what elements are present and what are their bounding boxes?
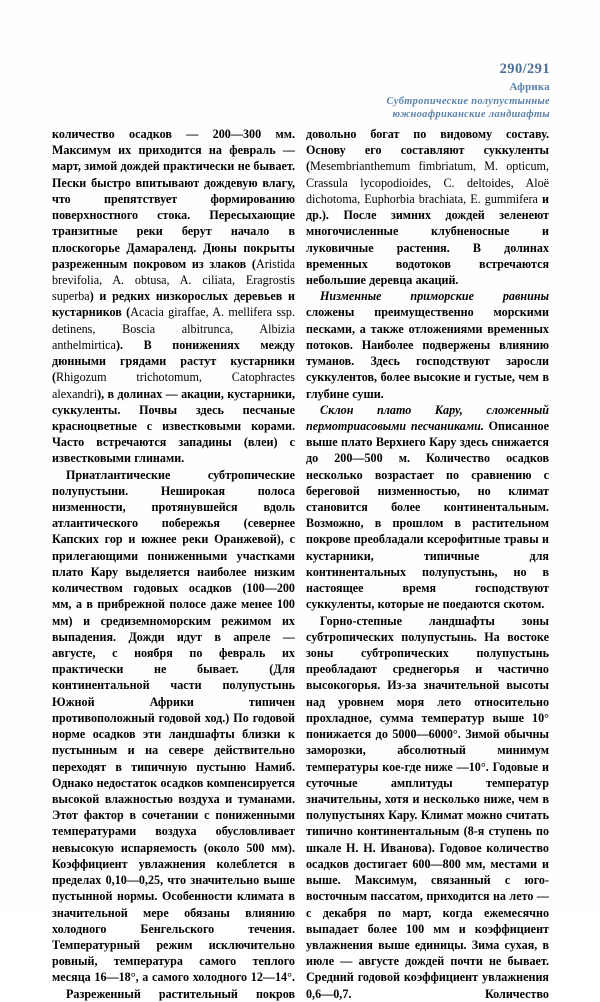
para-text-run: количество осадков — 200—300 мм. Максимум их приходится на февраль — март, зимой дождей практически не бывает. Пески быстро впитывают дождевую влагу, что препятствует формированию поверхностного стока. Пересыхающие транзитные реки берут начало в плоскогорье Дамараленд. Дюны покрыты разреженным покровом из злаков ( xyxy=(52,127,295,271)
para-text-run: довольно богат по видовому составу. Основу его составляют суккуленты ( xyxy=(306,127,549,174)
body-columns xyxy=(52,126,550,1001)
para-text-run: На востоке зоны субтропических полупустынь преобладают среднегорья и частично высокогорья. Из-за значительной высоты над уровнем моря лето относительно прохладное, сумма температур выше 10° понижается до 5000—6000°. Зимой обычны заморозки, абсолютный минимум температуры кое-где ниже —10°. Годовые и суточные амплитуды температур значительны, хотя и несколько ниже, чем в полупустынях Кару. Климат можно считать типично континентальным (8-я ступень по шкале Н. Н. Иванова). Годовое количество осадков достигает 600—800 мм, местами и выше. Максимум, связанный с юго-восточным пассатом, приходится на лето — с декабря по март, когда ежемесячно выпадает более 100 мм и коэффициент увлажнения выше единицы. Зима сухая, в июле — августе дождей почти не бывает. Средний годовой коэффициент увлажнения 0,6—0,7. Количество xyxy=(306,629,549,1001)
running-head-subject-line1: Субтропические полупустынные xyxy=(386,95,550,107)
running-head-subject-line2: южноафриканские ландшафты xyxy=(392,109,550,121)
para-text-run: Неширокая полоса низменности, протянувшейся вдоль атлантического побережья (севернее Капских гор и южнее реки Оранжевой), с прилегающими пониженными участками плато Кару выделяется наиболее низким количеством годовых осадков (100—200 мм, а в прибрежной полосе даже менее 100 мм) и средиземноморским режимом их выпадения. Дожди идут в апреле — августе, с ноября по февраль их практически не бывает. (Для континентальной части полупустынь Южной Африки типичен противоположный годовой ход.) По годовой норме осадков эти ландшафты близки к пустынным и на севере действительно переходят в типичную пустыню Намиб. Однако недостаток осадков компенсируется высокой влажностью воздуха и туманами. Этот фактор в сочетании с пониженными температурами воздуха обусловливает невысокую испаряемость (около 500 мм). Коэффициент увлажнения колеблется в пределах 0,10—0,25, что значительно выше пустынной нормы. Особенности климата в значительной мере обязаны влиянию холодного Бенгельского течения. Температурный режим исключительно ровный, температура самого теплого месяца 16—18°, а самого холодного 12—14°. xyxy=(52,483,295,985)
paragraph-sparse-vegetation-continued xyxy=(306,126,549,288)
paragraph-preatlantic-semideserts xyxy=(52,467,295,986)
page-folio: 290/291 xyxy=(499,61,550,77)
latin-species-names: Rhigozum trichotomum, Catophractes alexandri xyxy=(52,370,295,401)
column-right xyxy=(306,126,550,1001)
latin-species-names: Acacia giraffae, A. mellifera ssp. detinens, Boscia albitrunca, Albizia anthelmirtica xyxy=(52,305,295,352)
column-left xyxy=(52,126,295,1001)
para-text-run: Разреженный растительный покров xyxy=(66,986,295,1001)
para-text-run: и др.). После зимних дождей зеленеют многочисленные клубненосные и луковичные растения. В долинах временных водотоков встречаются небольшие деревца акаций. xyxy=(306,191,550,287)
paragraph-karoo-plateau-slope xyxy=(306,402,549,613)
para-text-run: сложены преимущественно морскими песками, а также отложениями временных потоков. Наиболее подвержены влиянию туманов. Здесь господствуют заросли суккулентов, более высокие и густые, чем в глубине суши. xyxy=(306,305,549,401)
para-text-run: ), в долинах — акации, кустарники, суккуленты. Почвы здесь песчаные красноцветные с известковыми корами. Часто встречаются западины (влеи) с известковыми глинами. xyxy=(52,386,295,466)
latin-species-names: Aristida brevifolia, A. obtusa, A. ciliata, Eragrostis superba xyxy=(52,256,295,304)
paragraph-run-in-heading: Горно-степные ландшафты зоны субтропических полупустынь. xyxy=(306,613,549,644)
paragraph-sparse-vegetation-start xyxy=(52,986,295,1002)
para-text-run: Описанное выше плато Верхнего Кару здесь снижается до 200—500 м. Количество осадков несколько возрастает по сравнению с береговой низменностью, но климат становится более континентальным. Возможно, в прошлом в растительном покрове преобладали ксерофитные травы и кустарники, типичные для континентальных полупустынь, но в настоящее время господствуют суккуленты, которые не поедаются скотом. xyxy=(306,418,549,612)
paragraph-mountain-steppe-landscapes xyxy=(306,613,549,1002)
running-head-region: Африка xyxy=(509,80,550,93)
latin-species-names: Mesembrianthemum fimbriatum, M. opticum, Crassula lycopodioides, C. deltoides, Aloë dichotoma, Euphorbia brachiata, E. gummifera xyxy=(306,159,549,206)
paragraph-continued-precipitation xyxy=(52,126,295,467)
paragraph-lowland-coastal-plains xyxy=(306,288,549,402)
paragraph-run-in-heading: Приатлантические субтропические полупустыни. xyxy=(52,467,295,498)
paragraph-run-in-heading-italic: Склон плато Кару, сложенный пермотриасовыми песчаниками. xyxy=(306,402,549,433)
para-text-run: ) и редких низкорослых деревьев и кустарников ( xyxy=(52,289,295,320)
running-head xyxy=(300,60,550,122)
paragraph-run-in-heading-italic: Низменные приморские равнины xyxy=(320,289,549,304)
para-text-run: ). В понижениях между дюнными грядами растут кустарники ( xyxy=(52,337,295,385)
